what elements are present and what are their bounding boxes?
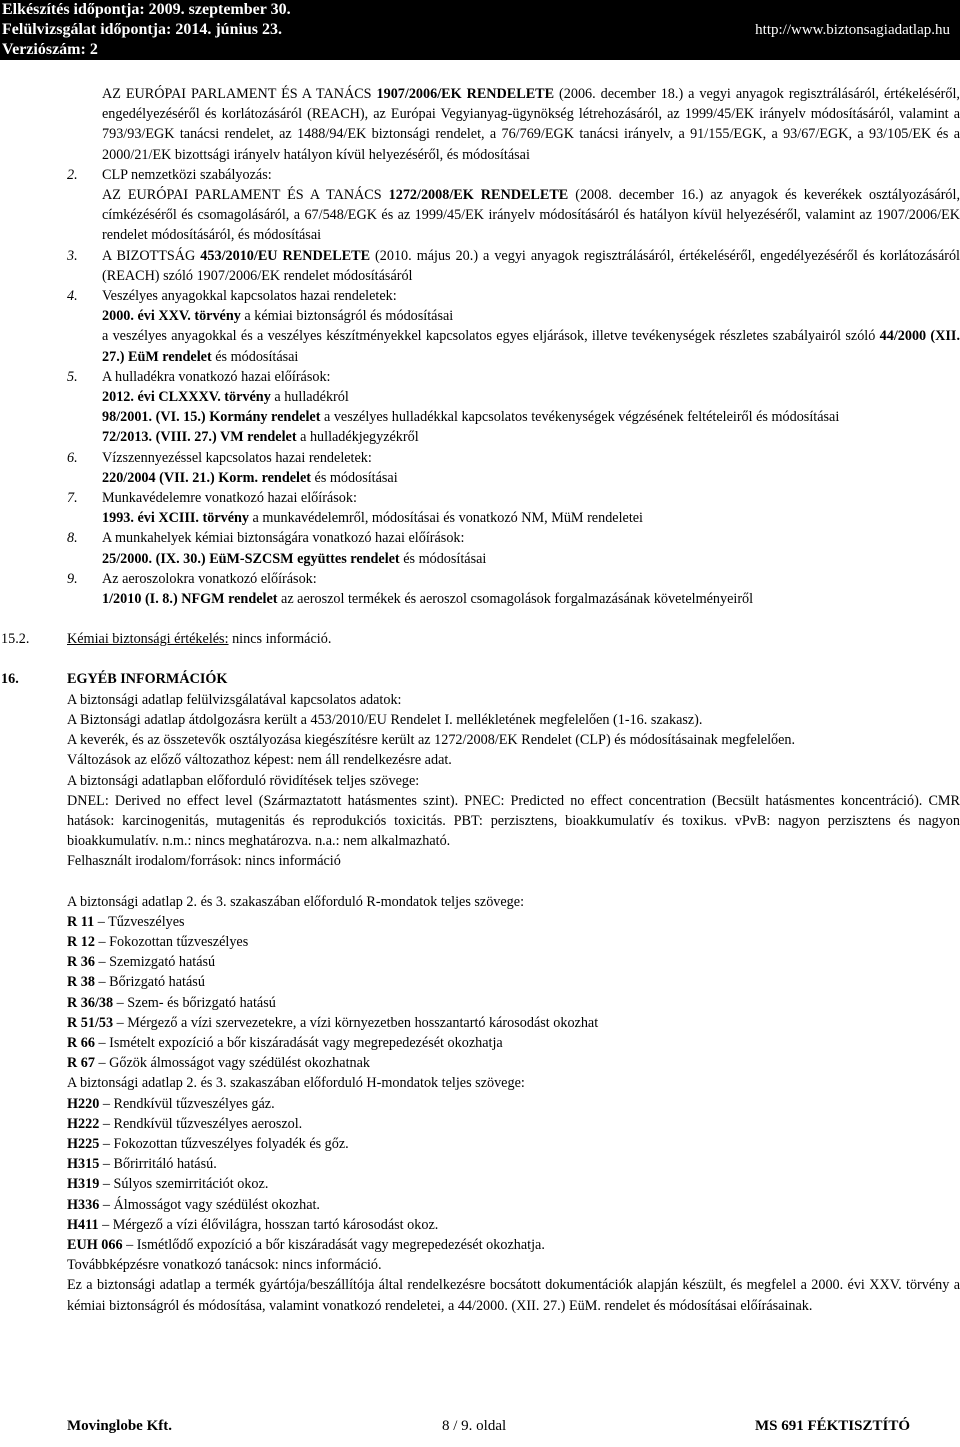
- review-info-line: A biztonsági adatlapban előforduló rövidítések teljes szövege:: [67, 772, 420, 789]
- reach-regulation: AZ EURÓPAI PARLAMENT ÉS A TANÁCS 1907/2006/EK RENDELETE (2006. december 18.) a vegyi anyagok regisztrálásáról, értékeléséről, engedélyezéséről és korlátozásáról (REACH), az Európai Vegyianyag-ügynökség létrehozásáról, az 1999/45/EK irányelv módosításáról, valamint a 793/93/EGK tanácsi rendelet, az 1488/94/EK biztonsági rendelet, a 76/769/EGK tanácsi irányelv, a 91/155/EGK, a 93/67/EGK, a 93/105/EK és a 2000/21/EK bizottsági irányelv hatályon kívül helyezéséről, és módosításai: [102, 86, 960, 163]
- company-name: Movinglobe Kft.: [67, 1418, 172, 1434]
- h-phrase: H336 – Álmosságot vagy szédülést okozhat.: [67, 1196, 320, 1213]
- product-name: MS 691 FÉKTISZTÍTÓ: [754, 1418, 910, 1434]
- list-item-4: 4. Veszélyes anyagokkal kapcsolatos hazai rendeletek:: [67, 288, 397, 305]
- decree-98-2001: 98/2001. (VI. 15.) Kormány rendelet a veszélyes hulladékkal kapcsolatos tevékenységek végzésének feltételeiről és módosításai: [102, 409, 840, 426]
- website-link[interactable]: http://www.biztonsagiadatlap.hu: [755, 22, 950, 38]
- list-item-9: 9. Az aeroszolokra vonatkozó előírások:: [67, 570, 317, 587]
- review-info-line: A Biztonsági adatlap átdolgozásra került a 453/2010/EU Rendelet I. mellékletének megfelelően (1-16. szakasz).: [67, 711, 703, 728]
- r-phrase: R 12 – Fokozottan tűzveszélyes: [67, 933, 249, 950]
- review-info-line: Változások az előző változathoz képest: nem áll rendelkezésre adat.: [67, 752, 452, 769]
- h-phrase: H315 – Bőrirritáló hatású.: [67, 1156, 217, 1173]
- law-2000-xxv: 2000. évi XXV. törvény a kémiai biztonságról és módosításai: [102, 308, 454, 325]
- training-advice: Továbbképzésre vonatkozó tanácsok: nincs információ.: [67, 1257, 382, 1274]
- h-phrase: H411 – Mérgező a vízi élővilágra, hosszan tartó károsodást okoz.: [67, 1216, 439, 1233]
- r-phrases-intro: A biztonsági adatlap 2. és 3. szakaszában előforduló R-mondatok teljes szövege:: [67, 893, 525, 910]
- list-item-3: 3. A BIZOTTSÁG 453/2010/EU RENDELETE (2010. május 20.) a vegyi anyagok regisztrálásáról, értékeléséről, engedélyezéséről és korlátozásáról (REACH) szóló 1907/2006/EK rendelet módosításáról: [67, 247, 960, 284]
- decree-25-2000: 25/2000. (IX. 30.) EüM-SZCSM együttes rendelet és módosításai: [102, 550, 487, 567]
- list-item-2: 2. CLP nemzetközi szabályozás:: [67, 166, 272, 183]
- r-phrase: R 11 – Tűzveszélyes: [67, 913, 185, 930]
- decree-1-2010: 1/2010 (I. 8.) NFGM rendelet az aeroszol termékek és aeroszol csomagolások forgalmazásának követelményeiről: [102, 591, 754, 608]
- list-item-5: 5. A hulladékra vonatkozó hazai előírások:: [67, 368, 331, 385]
- h-phrase: H225 – Fokozottan tűzveszélyes folyadék és gőz.: [67, 1135, 349, 1152]
- review-info-line: A keverék, és az összetevők osztályozása kiegészítésre került az 1272/2008/EK Rendelet (CLP) és módosításainak megfelelően.: [67, 732, 796, 749]
- h-phrase: EUH 066 – Ismétlődő expozíció a bőr kiszáradását vagy megrepedezését okozhatja.: [67, 1236, 545, 1253]
- page-header: [0, 0, 960, 60]
- version-number: Verziószám: 2: [2, 41, 98, 58]
- r-phrase: R 38 – Bőrizgató hatású: [67, 974, 205, 991]
- page-number: 8 / 9. oldal: [442, 1418, 507, 1434]
- document-body: [0, 84, 960, 1316]
- decree-220-2004: 220/2004 (VII. 21.) Korm. rendelet és módosításai: [102, 469, 398, 486]
- review-info-line: A biztonsági adatlap felülvizsgálatával kapcsolatos adatok:: [67, 691, 402, 708]
- section-16-heading: 16. EGYÉB INFORMÁCIÓK: [1, 671, 228, 688]
- law-1993-xciii: 1993. évi XCIII. törvény a munkavédelemről, módosításai és vonatkozó NM, MüM rendeletei: [102, 510, 644, 527]
- h-phrase: H222 – Rendkívül tűzveszélyes aeroszol.: [67, 1115, 303, 1132]
- list-item-7: 7. Munkavédelemre vonatkozó hazai előírások:: [67, 490, 357, 507]
- r-phrase: R 66 – Ismételt expozíció a bőr kiszáradását vagy megrepedezését okozhatja: [67, 1034, 503, 1051]
- sources: Felhasznált irodalom/források: nincs információ: [67, 853, 341, 870]
- decree-72-2013: 72/2013. (VIII. 27.) VM rendelet a hulladékjegyzékről: [102, 429, 419, 446]
- list-item-6: 6. Vízszennyezéssel kapcsolatos hazai rendeletek:: [67, 449, 372, 466]
- list-item-8: 8. A munkahelyek kémiai biztonságára vonatkozó hazai előírások:: [67, 530, 465, 547]
- r-phrase: R 67 – Gőzök álmosságot vagy szédülést okozhatnak: [67, 1055, 370, 1072]
- r-phrase: R 36/38 – Szem- és bőrizgató hatású: [67, 994, 276, 1011]
- r-phrase: R 51/53 – Mérgező a vízi szervezetekre, a vízi környezetben hosszantartó károsodást okozhat: [67, 1014, 599, 1031]
- clp-regulation: AZ EURÓPAI PARLAMENT ÉS A TANÁCS 1272/2008/EK RENDELETE (2008. december 16.) az anyagok és keverékek osztályozásáról, címkézéséről és csomagolásáról, a 67/548/EGK és az 1999/45/EK irányelv módosításáról és hatályon kívül helyezéséről, valamint az 1907/2006/EK rendelet módosításáról, és módosításai: [102, 187, 960, 244]
- review-date: Felülvizsgálat időpontja: 2014. június 23.: [2, 21, 283, 38]
- abbreviations: DNEL: Derived no effect level (Származtatott hatásmentes szint). PNEC: Predicted no effect concentration (Becsült hatásmentes koncentráció). CMR hatások: karcinogenitás, mutagenitás és reprodukciós toxicitás. PBT: perzisztens, bioakkumulatív és toxikus. vPvB: nagyon perzisztens és nagyon bioakkumulatív. n.m.: nincs meghatározva. n.a.: nem alkalmazható.: [67, 792, 960, 850]
- section-15-2: 15.2. Kémiai biztonsági értékelés: nincs információ.: [1, 631, 332, 648]
- r-phrase: R 36 – Szemizgató hatású: [67, 954, 216, 971]
- prepared-date: Elkészítés időpontja: 2009. szeptember 30.: [2, 1, 291, 18]
- decree-44-2000: a veszélyes anyagokkal és a veszélyes készítményekkel kapcsolatos egyes eljárások, illetve tevékenységek részletes szabályairól szóló 44/2000 (XII. 27.) EüM rendelet és módosításai: [102, 328, 960, 365]
- closing-statement: Ez a biztonsági adatlap a termék gyártója/beszállítója által rendelkezésre bocsátott dokumentációk alapján készült, és megfelel a 2000. évi XXV. törvény a kémiai biztonságról és módosítása, valamint vonatkozó rendeletei, a 44/2000. (XII. 27.) EüM. rendelet és módosításai előírásainak.: [67, 1277, 960, 1314]
- law-2012-clxxxv: 2012. évi CLXXXV. törvény a hulladékról: [102, 389, 349, 406]
- h-phrase: H319 – Súlyos szemirritációt okoz.: [67, 1176, 269, 1193]
- h-phrases-intro: A biztonsági adatlap 2. és 3. szakaszában előforduló H-mondatok teljes szövege:: [67, 1075, 525, 1092]
- h-phrase: H220 – Rendkívül tűzveszélyes gáz.: [67, 1095, 275, 1112]
